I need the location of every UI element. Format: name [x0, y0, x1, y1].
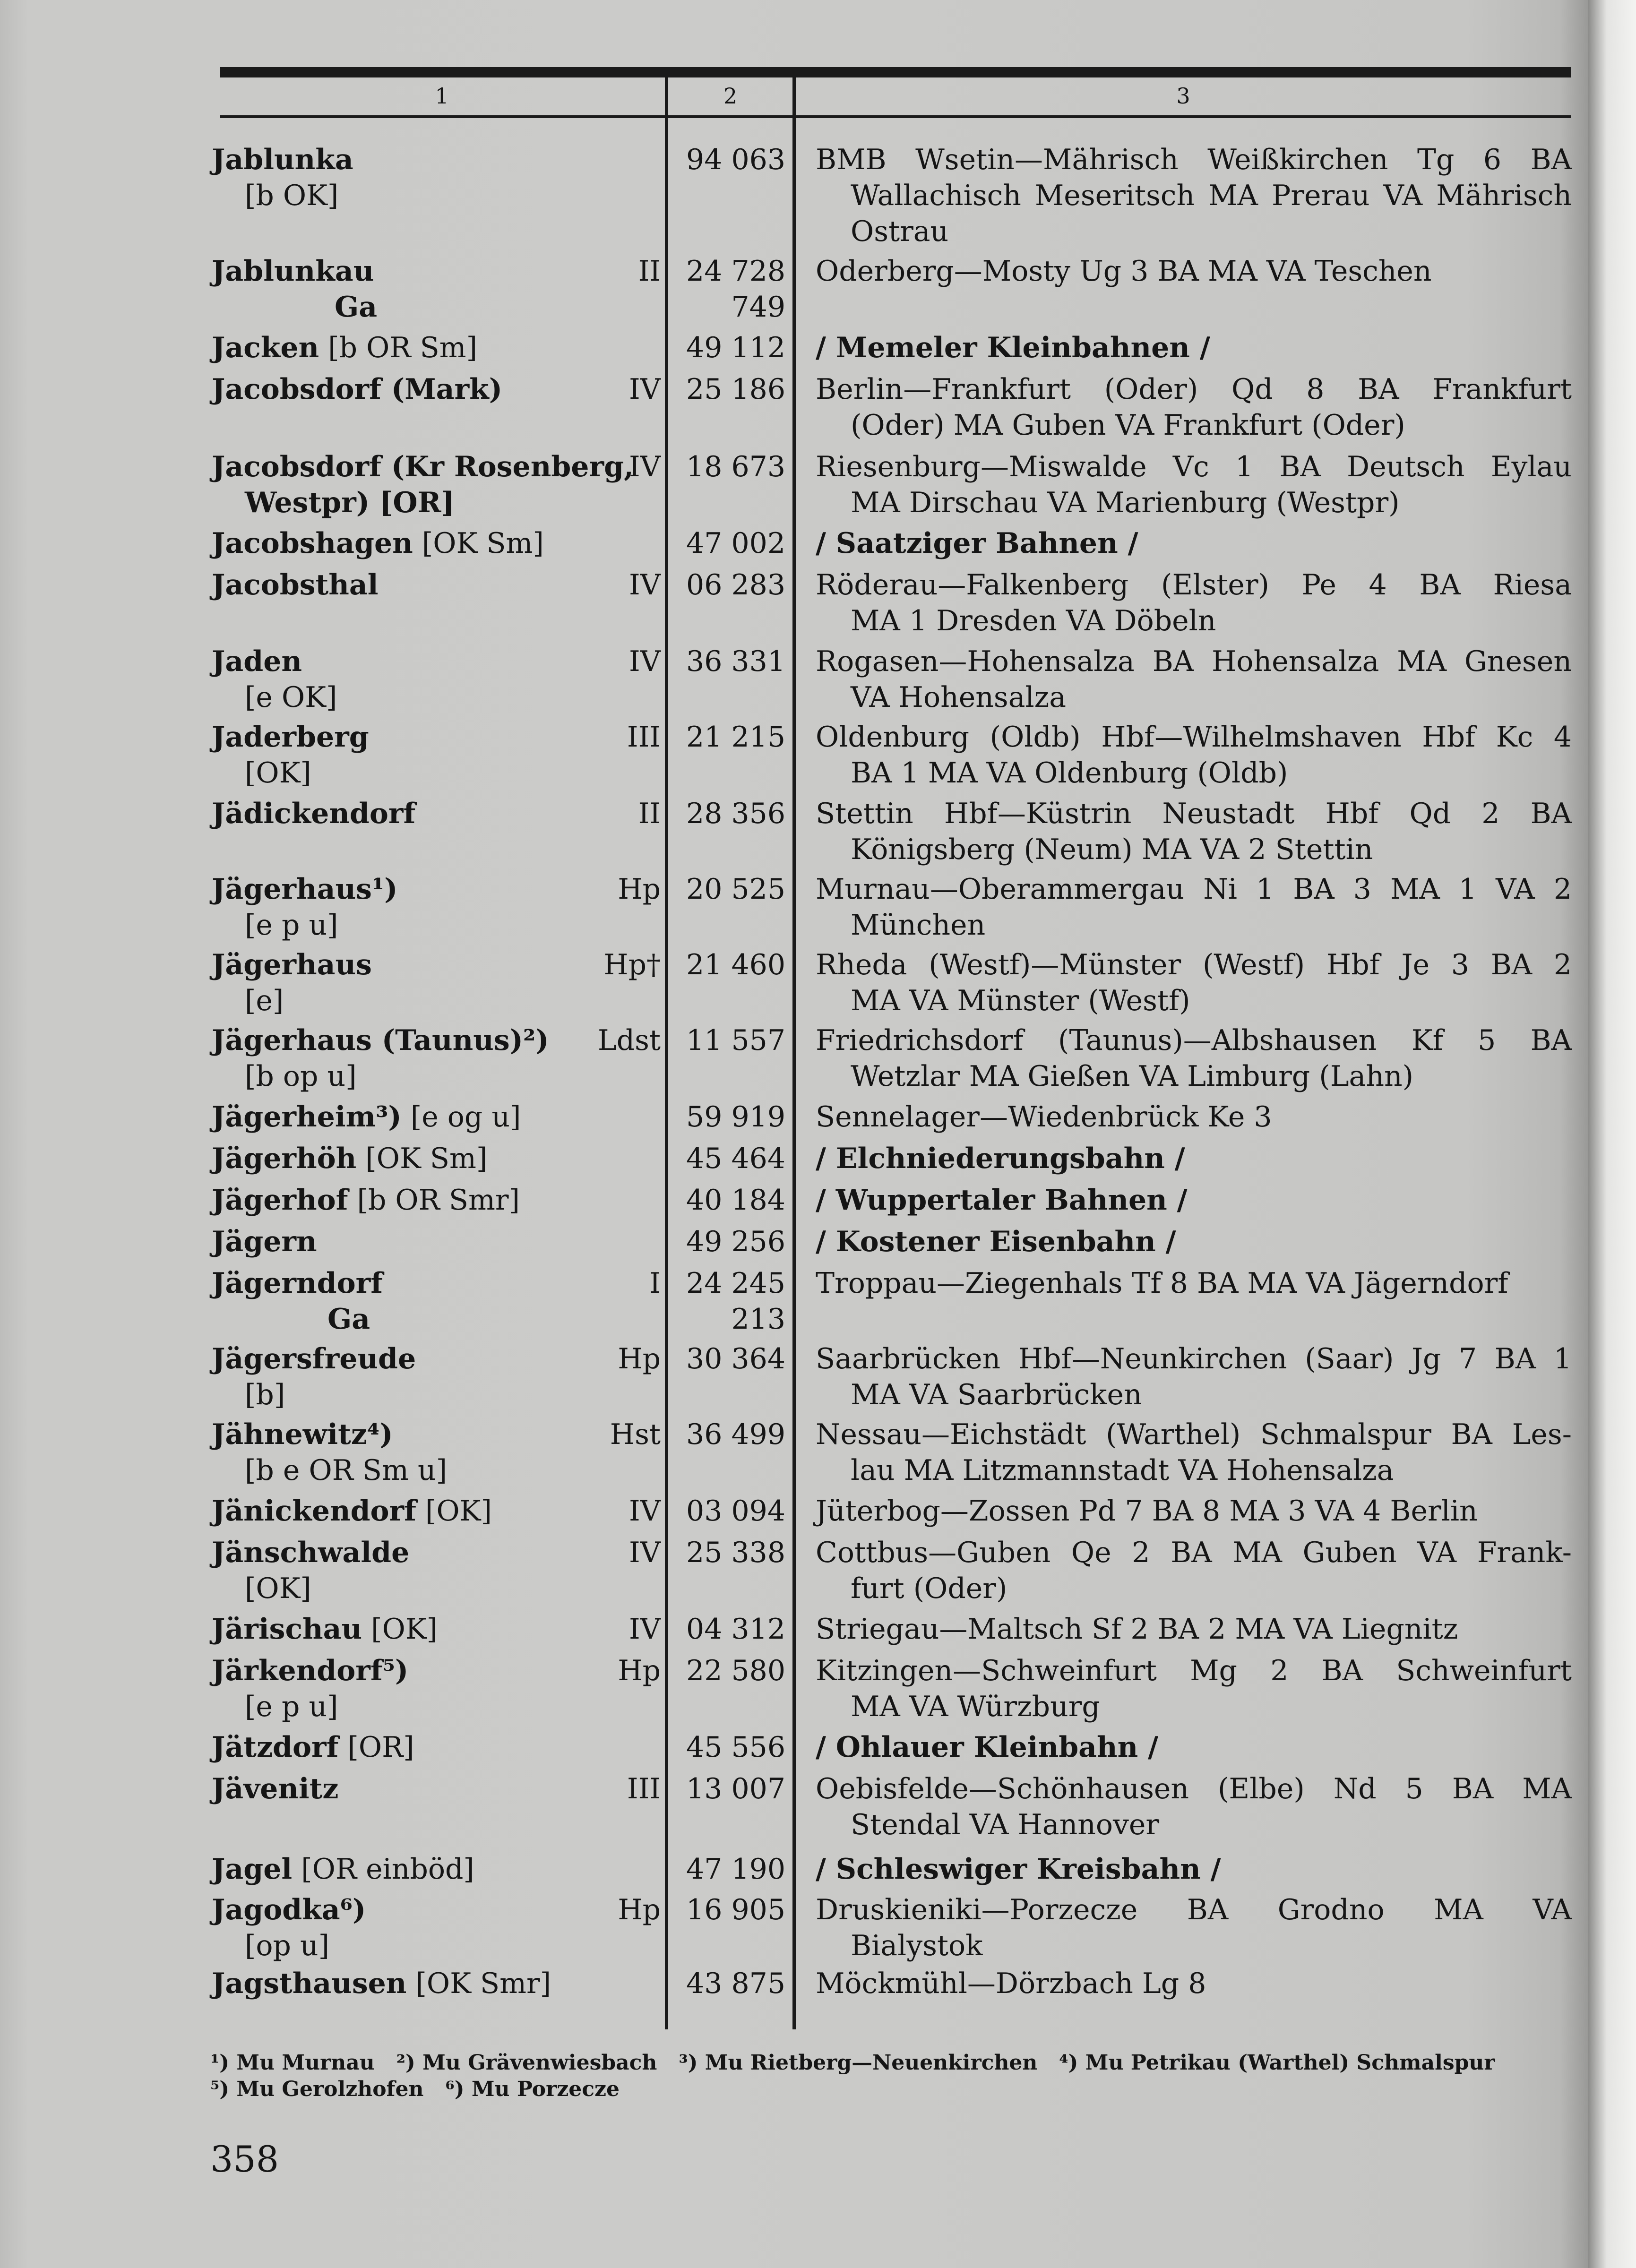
station-name: Jacobshagen [OK Sm] — [212, 527, 544, 560]
station-number: 24 728 — [686, 255, 785, 288]
station-number: 28 356 — [686, 797, 785, 830]
station-name: Jacken [b OR Sm] — [212, 331, 477, 364]
station-class: IV — [629, 1613, 661, 1646]
station-sub: [e OK] — [245, 681, 337, 714]
table-top-rule — [220, 67, 1571, 77]
station-number: 20 525 — [686, 873, 785, 906]
station-number: 25 338 — [686, 1536, 785, 1569]
station-name: Jablunkau — [212, 255, 374, 288]
station-name: Jablunka — [212, 143, 353, 176]
station-sub: [b] — [245, 1378, 285, 1411]
station-name: Järischau [OK] — [212, 1613, 438, 1646]
station-class: Hp† — [603, 948, 661, 981]
station-name: Jagel [OR einböd] — [212, 1853, 474, 1886]
station-class: II — [638, 797, 661, 830]
route-line-1: Röderau—Falkenberg (Elster) Pe 4 BA Riesa — [816, 568, 1572, 601]
station-name: Jädickendorf — [212, 797, 416, 830]
route-line-2: Bialystok — [851, 1929, 983, 1962]
station-class: IV — [629, 373, 661, 406]
route-line-2: BA 1 MA VA Oldenburg (Oldb) — [851, 756, 1288, 790]
station-name: Jänschwalde — [212, 1536, 410, 1569]
station-number: 43 875 — [686, 1967, 785, 2000]
station-number: 16 905 — [686, 1893, 785, 1926]
station-name: Jaden — [212, 645, 302, 678]
station-class: Hp — [618, 1342, 661, 1375]
route-line-2: MA Dirschau VA Marienburg (Westpr) — [851, 486, 1400, 519]
route-line-1: Druskieniki—Porzecze BA Grodno MA VA — [816, 1893, 1572, 1926]
route-line-1: / Elchniederungsbahn / — [816, 1142, 1185, 1175]
station-name: Jacobsthal — [212, 568, 379, 601]
station-name: Jägerhof [b OR Smr] — [212, 1184, 520, 1217]
station-number: 36 331 — [686, 645, 785, 678]
station-number: 13 007 — [686, 1772, 785, 1805]
route-line-1: Oebisfelde—Schönhausen (Elbe) Nd 5 BA MA — [816, 1772, 1572, 1805]
station-class: Hp — [618, 1893, 661, 1926]
footnotes — [210, 2050, 1571, 2103]
station-number: 45 464 — [686, 1142, 785, 1175]
station-name: Jacobsdorf (Mark) — [212, 373, 503, 406]
station-name: Jävenitz — [212, 1772, 339, 1805]
route-line-2: Stendal VA Hannover — [851, 1808, 1160, 1841]
station-number: 47 002 — [686, 527, 785, 560]
route-line-1: Cottbus—Guben Qe 2 BA MA Guben VA Frank- — [816, 1536, 1572, 1569]
station-sub: [OK] — [245, 756, 311, 790]
route-line-1: / Saatziger Bahnen / — [816, 527, 1138, 560]
route-line-1: Riesenburg—Miswalde Vc 1 BA Deutsch Eylau — [816, 450, 1572, 483]
route-line-1: / Kostener Eisenbahn / — [816, 1225, 1176, 1258]
station-class: Hp — [618, 873, 661, 906]
page-number: 358 — [210, 2138, 279, 2180]
station-number: 45 556 — [686, 1731, 785, 1764]
station-number: 49 112 — [686, 331, 785, 364]
route-line-2: Wetzlar MA Gießen VA Limburg (Lahn) — [851, 1060, 1414, 1093]
station-sub: [b e OR Sm u] — [245, 1454, 448, 1487]
station-name: Jacobsdorf (Kr Rosenberg, — [212, 450, 634, 483]
route-line-1: / Ohlauer Kleinbahn / — [816, 1731, 1159, 1764]
column-header-2: 2 — [723, 83, 738, 109]
route-line-1: / Schleswiger Kreisbahn / — [816, 1853, 1221, 1886]
table-header-rule — [220, 115, 1571, 118]
station-class: III — [627, 721, 661, 754]
route-line-2: lau MA Litzmannstadt VA Hohensalza — [851, 1454, 1394, 1487]
route-line-1: Oldenburg (Oldb) Hbf—Wilhelmshaven Hbf Kc 4 — [816, 721, 1572, 754]
route-line-2: München — [851, 909, 986, 942]
station-number: 06 283 — [686, 568, 785, 601]
station-sub: Ga — [327, 1303, 370, 1336]
station-class: I — [649, 1267, 661, 1300]
station-number: 24 245 — [686, 1267, 785, 1300]
station-number: 25 186 — [686, 373, 785, 406]
route-line-1: Saarbrücken Hbf—Neunkirchen (Saar) Jg 7 BA 1 — [816, 1342, 1572, 1375]
route-line-1: Rheda (Westf)—Münster (Westf) Hbf Je 3 BA 2 — [816, 948, 1572, 981]
route-line-2: MA VA Saarbrücken — [851, 1378, 1142, 1411]
station-number: 47 190 — [686, 1853, 785, 1886]
footnote-line-1: ¹) Mu Murnau ²) Mu Grävenwiesbach ³) Mu Rietberg—Neuenkirchen ⁴) Mu Petrikau (Warthel) Schmalspur — [210, 2051, 1495, 2075]
route-line-1: Friedrichsdorf (Taunus)—Albshausen Kf 5 BA — [816, 1024, 1572, 1057]
station-name: Jägerhaus¹) — [212, 873, 398, 906]
route-line-1: Sennelager—Wiedenbrück Ke 3 — [816, 1100, 1272, 1134]
station-name: Jägersfreude — [212, 1342, 416, 1375]
station-class: III — [627, 1772, 661, 1805]
station-class: IV — [629, 645, 661, 678]
route-line-2: (Oder) MA Guben VA Frankfurt (Oder) — [851, 409, 1405, 442]
station-number: 04 312 — [686, 1613, 785, 1646]
station-name: Jähnewitz⁴) — [212, 1418, 393, 1451]
station-class: IV — [629, 568, 661, 601]
station-number: 36 499 — [686, 1418, 785, 1451]
route-line-2: MA VA Münster (Westf) — [851, 984, 1190, 1017]
station-number: 40 184 — [686, 1184, 785, 1217]
station-sub: [b OK] — [245, 179, 339, 212]
column-header-1: 1 — [435, 83, 449, 109]
station-number: 49 256 — [686, 1225, 785, 1258]
station-name: Jägerhaus — [212, 948, 372, 981]
route-line-1: Murnau—Oberammergau Ni 1 BA 3 MA 1 VA 2 — [816, 873, 1572, 906]
station-number: 18 673 — [686, 450, 785, 483]
page-edge-shadow — [1588, 0, 1636, 2268]
route-line-1: Stettin Hbf—Küstrin Neustadt Hbf Qd 2 BA — [816, 797, 1572, 830]
route-line-2: MA VA Würzburg — [851, 1690, 1100, 1723]
station-class: Hp — [618, 1654, 661, 1687]
column-divider-1 — [665, 76, 668, 2029]
route-line-1: Rogasen—Hohensalza BA Hohensalza MA Gnesen — [816, 645, 1572, 678]
station-number: 59 919 — [686, 1100, 785, 1134]
station-sub: Westpr) [OR] — [245, 486, 455, 519]
route-line-1: Jüterbog—Zossen Pd 7 BA 8 MA 3 VA 4 Berlin — [816, 1495, 1478, 1528]
route-line-1: Troppau—Ziegenhals Tf 8 BA MA VA Jägerndorf — [816, 1267, 1508, 1300]
route-line-2: VA Hohensalza — [851, 681, 1067, 714]
station-name: Jaderberg — [212, 721, 369, 754]
station-number: 11 557 — [686, 1024, 785, 1057]
station-sub: [OK] — [245, 1572, 311, 1605]
route-line-2: MA 1 Dresden VA Döbeln — [851, 604, 1216, 637]
route-line-1: BMB Wsetin—Mährisch Weißkirchen Tg 6 BA — [816, 143, 1572, 176]
station-class: Hst — [610, 1418, 661, 1451]
route-line-2: Wallachisch Meseritsch MA Prerau VA Mährisch Ostrau — [851, 179, 1572, 248]
station-sub: Ga — [335, 291, 378, 324]
route-line-1: Striegau—Maltsch Sf 2 BA 2 MA VA Liegnitz — [816, 1613, 1458, 1646]
station-name: Jägerheim³) [e og u] — [212, 1100, 521, 1134]
route-line-1: / Wuppertaler Bahnen / — [816, 1184, 1188, 1217]
route-line-1: Kitzingen—Schweinfurt Mg 2 BA Schweinfurt — [816, 1654, 1572, 1687]
station-class: IV — [629, 450, 661, 483]
station-sub: [e] — [245, 984, 284, 1017]
station-number: 03 094 — [686, 1495, 785, 1528]
station-sub: [op u] — [245, 1929, 330, 1962]
station-name: Jätzdorf [OR] — [212, 1731, 414, 1764]
station-class: IV — [629, 1536, 661, 1569]
station-name: Jägerhaus (Taunus)²) — [212, 1024, 549, 1057]
footnote-line-2: ⁵) Mu Gerolzhofen ⁶) Mu Porzecze — [210, 2077, 620, 2101]
station-name: Jagsthausen [OK Smr] — [212, 1967, 551, 2000]
station-class: Ldst — [597, 1024, 661, 1057]
route-line-2: Königsberg (Neum) MA VA 2 Stettin — [851, 833, 1373, 866]
station-sub: [e p u] — [245, 1690, 338, 1723]
station-number: 94 063 — [686, 143, 785, 176]
station-sub: [b op u] — [245, 1060, 357, 1093]
station-number: 22 580 — [686, 1654, 785, 1687]
route-line-1: Oderberg—Mosty Ug 3 BA MA VA Teschen — [816, 255, 1432, 288]
station-class: IV — [629, 1495, 661, 1528]
column-header-3: 3 — [1176, 83, 1190, 109]
route-line-1: / Memeler Kleinbahnen / — [816, 331, 1210, 364]
station-number: 21 215 — [686, 721, 785, 754]
column-divider-2 — [792, 76, 796, 2029]
station-name: Jänickendorf [OK] — [212, 1495, 492, 1528]
station-name: Jagodka⁶) — [212, 1893, 366, 1926]
station-number: 30 364 — [686, 1342, 785, 1375]
station-name: Jägern — [212, 1225, 317, 1258]
station-name: Jägerhöh [OK Sm] — [212, 1142, 488, 1175]
station-name: Jägerndorf — [212, 1267, 383, 1300]
station-number: 21 460 — [686, 948, 785, 981]
route-line-1: Nessau—Eichstädt (Warthel) Schmalspur BA Les- — [816, 1418, 1572, 1451]
route-line-2: furt (Oder) — [851, 1572, 1007, 1605]
route-line-1: Möckmühl—Dörzbach Lg 8 — [816, 1967, 1206, 2000]
route-line-1: Berlin—Frankfurt (Oder) Qd 8 BA Frankfurt — [816, 373, 1572, 406]
station-class: II — [638, 255, 661, 288]
station-sub: [e p u] — [245, 909, 338, 942]
station-name: Järkendorf⁵) — [212, 1654, 409, 1687]
